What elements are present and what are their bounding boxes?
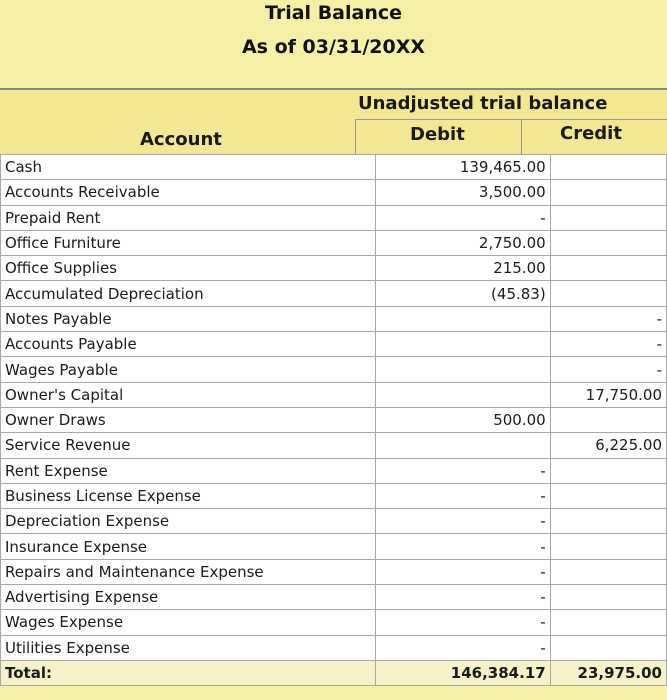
header-credit: Credit [560, 123, 622, 144]
credit-cell[interactable] [550, 180, 666, 205]
debit-cell[interactable] [376, 306, 550, 331]
credit-cell[interactable]: - [550, 332, 666, 357]
account-cell[interactable]: Advertising Expense [1, 585, 376, 610]
credit-cell[interactable] [550, 585, 666, 610]
table-row [1, 483, 667, 508]
page-subtitle: As of 03/31/20XX [241, 36, 426, 58]
table-row [1, 256, 667, 281]
table-row [1, 509, 667, 534]
debit-cell[interactable] [376, 357, 550, 382]
table-row [1, 534, 667, 559]
debit-cell[interactable] [376, 433, 550, 458]
account-cell[interactable]: Office Furniture [1, 230, 376, 255]
header-column-divider-debit [355, 120, 356, 156]
trial-balance-table [0, 154, 667, 686]
credit-cell[interactable] [550, 509, 666, 534]
table-row [1, 559, 667, 584]
table-row [1, 281, 667, 306]
header-debit: Debit [410, 124, 465, 145]
account-cell[interactable]: Service Revenue [1, 433, 376, 458]
debit-cell[interactable]: 139,465.00 [376, 155, 550, 180]
credit-cell[interactable] [550, 205, 666, 230]
account-cell[interactable]: Office Supplies [1, 256, 376, 281]
debit-cell[interactable]: - [376, 458, 550, 483]
account-cell[interactable]: Prepaid Rent [1, 205, 376, 230]
table-row [1, 610, 667, 635]
total-row [1, 660, 667, 685]
account-cell[interactable]: Notes Payable [1, 306, 376, 331]
credit-cell[interactable]: - [550, 357, 666, 382]
debit-cell[interactable]: 3,500.00 [376, 180, 550, 205]
account-cell[interactable]: Wages Payable [1, 357, 376, 382]
credit-cell[interactable] [550, 155, 666, 180]
table-row [1, 205, 667, 230]
table-row [1, 635, 667, 660]
account-cell[interactable]: Owner's Capital [1, 382, 376, 407]
table-row [1, 155, 667, 180]
debit-cell[interactable]: - [376, 585, 550, 610]
account-cell[interactable]: Wages Expense [1, 610, 376, 635]
account-cell[interactable]: Cash [1, 155, 376, 180]
debit-cell[interactable]: - [376, 610, 550, 635]
table-row [1, 306, 667, 331]
total-credit-cell: 23,975.00 [550, 660, 666, 685]
account-cell[interactable]: Accounts Receivable [1, 180, 376, 205]
account-cell[interactable]: Rent Expense [1, 458, 376, 483]
debit-cell[interactable]: 2,750.00 [376, 230, 550, 255]
credit-cell[interactable] [550, 458, 666, 483]
debit-cell[interactable]: - [376, 534, 550, 559]
credit-cell[interactable] [550, 281, 666, 306]
credit-cell[interactable] [550, 534, 666, 559]
table-row [1, 458, 667, 483]
table-row [1, 230, 667, 255]
debit-cell[interactable]: - [376, 635, 550, 660]
account-cell[interactable]: Repairs and Maintenance Expense [1, 559, 376, 584]
header-divider [355, 119, 667, 120]
credit-cell[interactable] [550, 483, 666, 508]
total-debit-cell: 146,384.17 [376, 660, 550, 685]
table-header [0, 88, 667, 156]
debit-cell[interactable] [376, 382, 550, 407]
table-row [1, 433, 667, 458]
credit-cell[interactable] [550, 407, 666, 432]
total-label: Total: [1, 660, 376, 685]
credit-cell[interactable]: - [550, 306, 666, 331]
table-row [1, 382, 667, 407]
debit-cell[interactable]: (45.83) [376, 281, 550, 306]
debit-cell[interactable]: - [376, 509, 550, 534]
header-account: Account [140, 129, 222, 150]
credit-cell[interactable] [550, 559, 666, 584]
header-column-divider-credit [521, 120, 522, 156]
account-cell[interactable]: Accumulated Depreciation [1, 281, 376, 306]
debit-cell[interactable]: - [376, 205, 550, 230]
account-cell[interactable]: Insurance Expense [1, 534, 376, 559]
account-cell[interactable]: Utilities Expense [1, 635, 376, 660]
credit-cell[interactable] [550, 610, 666, 635]
page-title: Trial Balance [264, 2, 403, 24]
credit-cell[interactable]: 6,225.00 [550, 433, 666, 458]
account-cell[interactable]: Business License Expense [1, 483, 376, 508]
credit-cell[interactable]: 17,750.00 [550, 382, 666, 407]
debit-cell[interactable]: 215.00 [376, 256, 550, 281]
table-row [1, 407, 667, 432]
header-unadjusted-trial-balance: Unadjusted trial balance [358, 93, 608, 114]
account-cell[interactable]: Accounts Payable [1, 332, 376, 357]
credit-cell[interactable] [550, 230, 666, 255]
table-row [1, 180, 667, 205]
debit-cell[interactable]: 500.00 [376, 407, 550, 432]
debit-cell[interactable]: - [376, 559, 550, 584]
account-cell[interactable]: Depreciation Expense [1, 509, 376, 534]
debit-cell[interactable]: - [376, 483, 550, 508]
table-row [1, 332, 667, 357]
table-row [1, 357, 667, 382]
account-cell[interactable]: Owner Draws [1, 407, 376, 432]
debit-cell[interactable] [376, 332, 550, 357]
table-row [1, 585, 667, 610]
credit-cell[interactable] [550, 635, 666, 660]
credit-cell[interactable] [550, 256, 666, 281]
